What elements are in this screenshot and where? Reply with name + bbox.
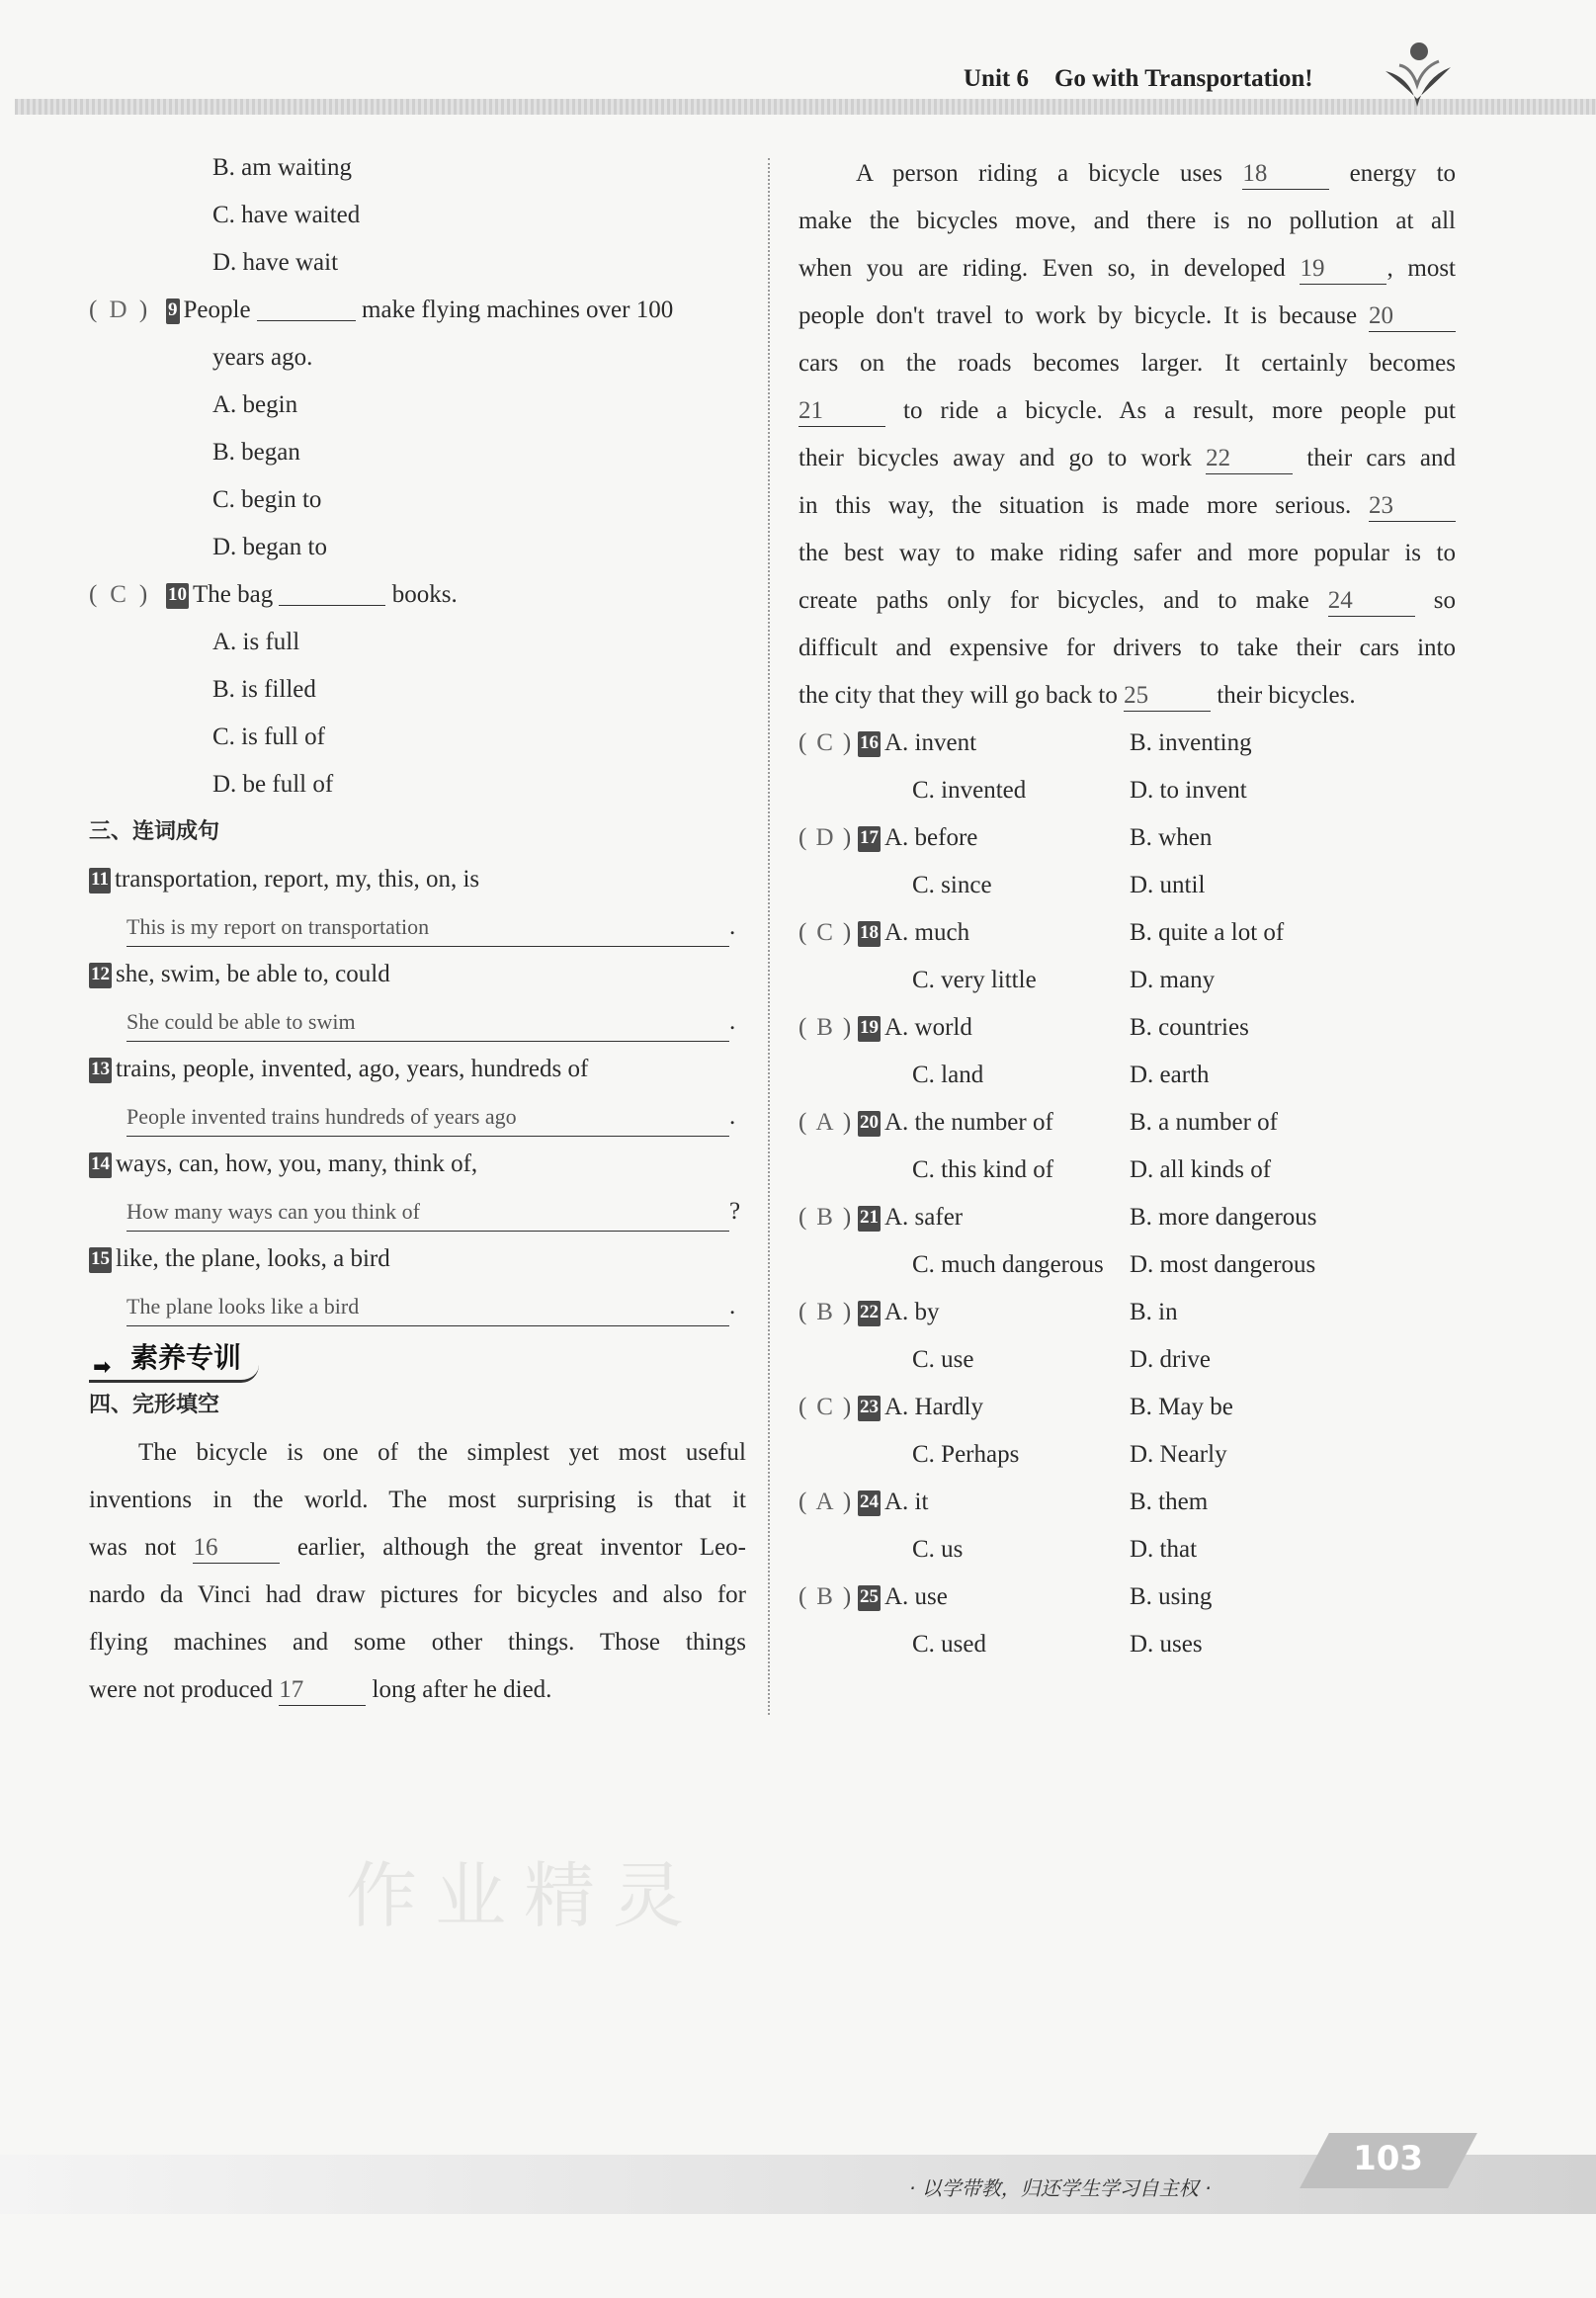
cloze-question-23-row2 [798, 1431, 1456, 1479]
sentence-14-answer[interactable] [89, 1188, 746, 1235]
answer-letter: C [816, 919, 833, 946]
passage-text: the city that they will go back to [798, 682, 1118, 709]
header-band [15, 99, 1596, 115]
option-a[interactable]: A. the number of [884, 1109, 1053, 1136]
option-d[interactable]: D. that [1130, 1536, 1198, 1563]
answer-letter: C [816, 729, 833, 756]
q10-option-a: A. is full [212, 629, 300, 655]
answer-letter: B [816, 1299, 833, 1325]
section-banner [89, 1336, 259, 1383]
cloze-question-18 [798, 909, 1456, 957]
passage-text: energy to [1349, 160, 1457, 187]
question-lead [798, 1384, 983, 1431]
cloze-question-16 [798, 720, 1456, 767]
option-c[interactable]: C. much dangerous [912, 1251, 1104, 1278]
question-lead [798, 1574, 948, 1621]
answer-blank[interactable] [279, 575, 385, 606]
question-number: 15 [89, 1247, 112, 1273]
blank-19[interactable]: 19 [1300, 254, 1386, 285]
passage-line: inventions in the world. The most surprising is that it [89, 1487, 746, 1513]
passage-line [89, 1666, 746, 1714]
answer-bracket: ( A ) [798, 1099, 858, 1147]
question-10 [89, 571, 746, 619]
option-c[interactable]: C. invented [912, 777, 1027, 804]
option-c[interactable]: C. Perhaps [912, 1441, 1020, 1468]
cloze-passage-right [798, 150, 1456, 720]
question-number: 16 [858, 731, 881, 757]
option-d[interactable]: D. uses [1130, 1631, 1203, 1658]
question-stem: The bag [193, 581, 274, 608]
question-number: 17 [858, 826, 881, 852]
cloze-question-23 [798, 1384, 1456, 1431]
option-b[interactable]: B. May be [1130, 1394, 1233, 1420]
word-list: transportation, report, my, this, on, is [114, 866, 480, 893]
sentence-15-answer[interactable] [89, 1283, 746, 1330]
answer-bracket: ( B ) [798, 1574, 858, 1621]
option-d[interactable]: D. all kinds of [1130, 1156, 1272, 1183]
passage-line [798, 482, 1456, 530]
cloze-question-24-row2 [798, 1526, 1456, 1574]
passage-line: nardo da Vinci had draw pictures for bicycles and also for [89, 1581, 746, 1608]
passage-line: flying machines and some other things. Those things [89, 1629, 746, 1656]
passage-text: when you are riding. Even so, in developed [798, 255, 1286, 282]
cloze-question-22 [798, 1289, 1456, 1336]
passage-text: so [1433, 587, 1457, 614]
blank-17[interactable]: 17 [279, 1675, 366, 1706]
cloze-question-25-row2 [798, 1621, 1456, 1668]
unit-label: Unit 6 [964, 65, 1029, 92]
answer-letter: B [816, 1583, 833, 1610]
question-lead [798, 720, 976, 767]
blank-23[interactable]: 23 [1369, 491, 1456, 522]
answer-letter: B [816, 1014, 833, 1041]
answer-letter: D [109, 297, 127, 323]
book-logo-icon [1382, 38, 1453, 113]
unit-name: Go with Transportation! [1053, 65, 1313, 92]
question-number: 21 [858, 1206, 881, 1232]
passage-text: their bicycles away and go to work [798, 445, 1192, 471]
option-c[interactable]: C. very little [912, 967, 1037, 993]
answer-letter: C [110, 581, 126, 608]
question-number: 23 [858, 1396, 881, 1421]
passage-text: earlier, although the great inventor Leo- [296, 1534, 747, 1561]
question-lead [798, 814, 977, 862]
cloze-question-21-row2 [798, 1241, 1456, 1289]
cloze-question-24 [798, 1479, 1456, 1526]
question-lead [798, 1099, 1053, 1147]
option-c[interactable]: C. used [912, 1631, 986, 1658]
blank-24[interactable]: 24 [1328, 586, 1415, 617]
q10-option-d: D. be full of [212, 771, 334, 798]
option-b[interactable]: B. in [1130, 1299, 1178, 1325]
option-b[interactable]: B. more dangerous [1130, 1204, 1317, 1231]
question-stem-cont: years ago. [212, 344, 313, 371]
passage-line [798, 245, 1456, 293]
answer-bracket: ( A ) [798, 1479, 858, 1526]
cloze-question-20 [798, 1099, 1456, 1147]
sentence-end: . [729, 1293, 736, 1319]
passage-line: The bicycle is one of the simplest yet most useful [138, 1439, 746, 1466]
option-d[interactable]: D. earth [1130, 1062, 1210, 1088]
option-d[interactable]: D. to invent [1130, 777, 1247, 804]
section-3-title: 三、连词成句 [89, 819, 220, 844]
passage-text: to ride a bicycle. As a result, more people put [903, 397, 1456, 424]
answer-bracket: ( C ) [798, 720, 858, 767]
blank-16[interactable]: 16 [193, 1533, 280, 1564]
sentence-11-answer[interactable] [89, 903, 746, 951]
answer-text: She could be able to swim [126, 1005, 729, 1042]
answer-bracket: ( B ) [798, 1004, 858, 1052]
sentence-13-words [89, 1046, 746, 1093]
passage-line: difficult and expensive for drivers to take their cars into [798, 635, 1456, 661]
q9-option-d: D. began to [212, 534, 327, 560]
option-a[interactable]: A. by [884, 1299, 940, 1325]
blank-21[interactable]: 21 [798, 396, 885, 427]
option-b[interactable]: B. inventing [1130, 729, 1252, 756]
cloze-question-20-row2 [798, 1147, 1456, 1194]
cloze-question-25 [798, 1574, 1456, 1621]
sentence-12-answer[interactable] [89, 998, 746, 1046]
sentence-end: ? [729, 1198, 741, 1225]
question-9 [89, 287, 746, 334]
answer-letter: A [815, 1109, 834, 1136]
passage-text: , most [1386, 255, 1457, 282]
word-list: like, the plane, looks, a bird [116, 1245, 390, 1272]
q9-option-b: B. began [212, 439, 300, 466]
left-column [89, 144, 746, 1714]
passage-line [798, 387, 1456, 435]
section-4-title: 四、完形填空 [89, 1393, 220, 1417]
option-b[interactable]: B. when [1130, 824, 1213, 851]
option-a[interactable]: A. much [884, 919, 970, 946]
q8-option-d: D. have wait [212, 249, 339, 276]
sentence-13-answer[interactable] [89, 1093, 746, 1141]
passage-line [798, 577, 1456, 625]
q8-option-b: B. am waiting [212, 154, 352, 181]
answer-bracket: ( B ) [798, 1289, 858, 1336]
question-stem: People [183, 297, 251, 323]
cloze-question-17-row2 [798, 862, 1456, 909]
question-number: 13 [89, 1058, 112, 1083]
option-c[interactable]: C. this kind of [912, 1156, 1054, 1183]
question-number: 12 [89, 963, 112, 988]
answer-letter: D [815, 824, 834, 851]
option-b[interactable]: B. countries [1130, 1014, 1249, 1041]
question-number: 19 [858, 1016, 881, 1042]
option-a[interactable]: A. before [884, 824, 978, 851]
sentence-end: . [729, 1103, 736, 1130]
passage-line [89, 1524, 746, 1572]
answer-letter: B [816, 1204, 833, 1231]
option-a[interactable]: A. it [884, 1489, 929, 1515]
blank-20[interactable]: 20 [1369, 301, 1456, 332]
passage-text: long after he died. [372, 1676, 552, 1703]
sentence-end: . [729, 1008, 736, 1035]
answer-bracket: ( C ) [798, 1384, 858, 1431]
cloze-question-17 [798, 814, 1456, 862]
column-divider [768, 158, 770, 1715]
passage-text: people don't travel to work by bicycle. It is because [798, 302, 1358, 329]
option-b[interactable]: B. them [1130, 1489, 1209, 1515]
question-number: 11 [89, 868, 111, 894]
option-a[interactable]: A. invent [884, 729, 977, 756]
passage-line [798, 435, 1456, 482]
q10-option-c: C. is full of [212, 723, 325, 750]
word-list: she, swim, be able to, could [116, 961, 390, 987]
passage-text: their cars and [1306, 445, 1457, 471]
q9-option-c: C. begin to [212, 486, 322, 513]
passage-text: their bicycles. [1217, 682, 1356, 709]
passage-text: A person riding a bicycle uses [856, 160, 1223, 187]
answer-text: People invented trains hundreds of years ago [126, 1100, 729, 1137]
option-b[interactable]: B. a number of [1130, 1109, 1278, 1136]
banner-label: 素养专训 [130, 1341, 242, 1374]
question-number: 20 [858, 1111, 881, 1137]
arrow-icon: ➡ [93, 1355, 112, 1380]
question-number: 18 [858, 921, 881, 947]
answer-text: The plane looks like a bird [126, 1290, 729, 1326]
blank-25[interactable]: 25 [1124, 681, 1211, 712]
sentence-end: . [729, 913, 736, 940]
option-a[interactable]: A. Hardly [884, 1394, 983, 1420]
sentence-15-words [89, 1235, 746, 1283]
question-number: 10 [166, 583, 189, 609]
question-number: 22 [858, 1301, 881, 1326]
question-lead [798, 1479, 928, 1526]
option-c[interactable]: C. land [912, 1062, 984, 1088]
answer-bracket: ( C ) [89, 571, 166, 619]
blank-18[interactable]: 18 [1242, 159, 1329, 190]
page-number-tab [1300, 2133, 1477, 2188]
answer-bracket: ( D ) [798, 814, 858, 862]
word-list: trains, people, invented, ago, years, hundreds of [116, 1056, 589, 1082]
question-stem-rest: make flying machines over 100 [362, 297, 674, 323]
cloze-options [798, 720, 1456, 1668]
cloze-question-22-row2 [798, 1336, 1456, 1384]
answer-bracket: ( B ) [798, 1194, 858, 1241]
passage-line [798, 672, 1456, 720]
passage-text: create paths only for bicycles, and to make [798, 587, 1309, 614]
q8-option-c: C. have waited [212, 202, 361, 228]
option-c[interactable]: C. us [912, 1536, 964, 1563]
answer-blank[interactable] [257, 291, 356, 321]
unit-title [964, 65, 1313, 93]
cloze-question-16-row2 [798, 767, 1456, 814]
sentence-12-words [89, 951, 746, 998]
page-header [0, 0, 1596, 124]
answer-bracket: ( C ) [798, 909, 858, 957]
answer-text: How many ways can you think of [126, 1195, 729, 1232]
question-stem-rest: books. [391, 581, 458, 608]
passage-line [798, 293, 1456, 340]
option-b[interactable]: B. quite a lot of [1130, 919, 1285, 946]
question-number: 9 [166, 298, 180, 324]
cloze-question-19-row2 [798, 1052, 1456, 1099]
cloze-question-18-row2 [798, 957, 1456, 1004]
cloze-question-19 [798, 1004, 1456, 1052]
option-d[interactable]: D. Nearly [1130, 1441, 1227, 1468]
question-number: 14 [89, 1152, 112, 1178]
word-list: ways, can, how, you, many, think of, [116, 1150, 478, 1177]
watermark: 作业精灵 [346, 1854, 703, 1937]
option-c[interactable]: C. use [912, 1346, 974, 1373]
passage-line: cars on the roads becomes larger. It certainly becomes [798, 350, 1456, 377]
passage-line: make the bicycles move, and there is no pollution at all [798, 208, 1456, 234]
question-lead [798, 1289, 940, 1336]
footer-slogan: · 以学带教，归还学生学习自主权 · [909, 2176, 1212, 2200]
option-d[interactable]: D. until [1130, 872, 1206, 898]
question-lead [798, 909, 969, 957]
answer-letter: A [815, 1489, 834, 1515]
sentence-11-words [89, 856, 746, 903]
passage-text: was not [89, 1534, 177, 1561]
sentence-14-words [89, 1141, 746, 1188]
answer-bracket: ( D ) [89, 287, 166, 334]
cloze-question-21 [798, 1194, 1456, 1241]
passage-line: the best way to make riding safer and more popular is to [798, 540, 1456, 566]
option-a[interactable]: A. safer [884, 1204, 964, 1231]
question-number: 25 [858, 1585, 881, 1611]
option-a[interactable]: A. world [884, 1014, 972, 1041]
option-d[interactable]: D. most dangerous [1130, 1251, 1316, 1278]
cloze-passage-left [89, 1429, 746, 1714]
option-d[interactable]: D. drive [1130, 1346, 1211, 1373]
q9-option-a: A. begin [212, 391, 298, 418]
answer-text: This is my report on transportation [126, 910, 729, 947]
option-b[interactable]: B. using [1130, 1583, 1213, 1610]
option-d[interactable]: D. many [1130, 967, 1216, 993]
passage-text: were not produced [89, 1676, 274, 1703]
question-lead [798, 1194, 963, 1241]
option-a[interactable]: A. use [884, 1583, 948, 1610]
right-column [798, 150, 1456, 1668]
q10-option-b: B. is filled [212, 676, 316, 703]
option-c[interactable]: C. since [912, 872, 992, 898]
answer-letter: C [816, 1394, 833, 1420]
passage-text: in this way, the situation is made more serious. [798, 492, 1352, 519]
banner-wrap [89, 1330, 746, 1382]
blank-22[interactable]: 22 [1206, 444, 1293, 474]
question-lead [798, 1004, 972, 1052]
page-number: 103 [1353, 2139, 1424, 2178]
passage-line [798, 150, 1456, 198]
question-number: 24 [858, 1490, 881, 1516]
